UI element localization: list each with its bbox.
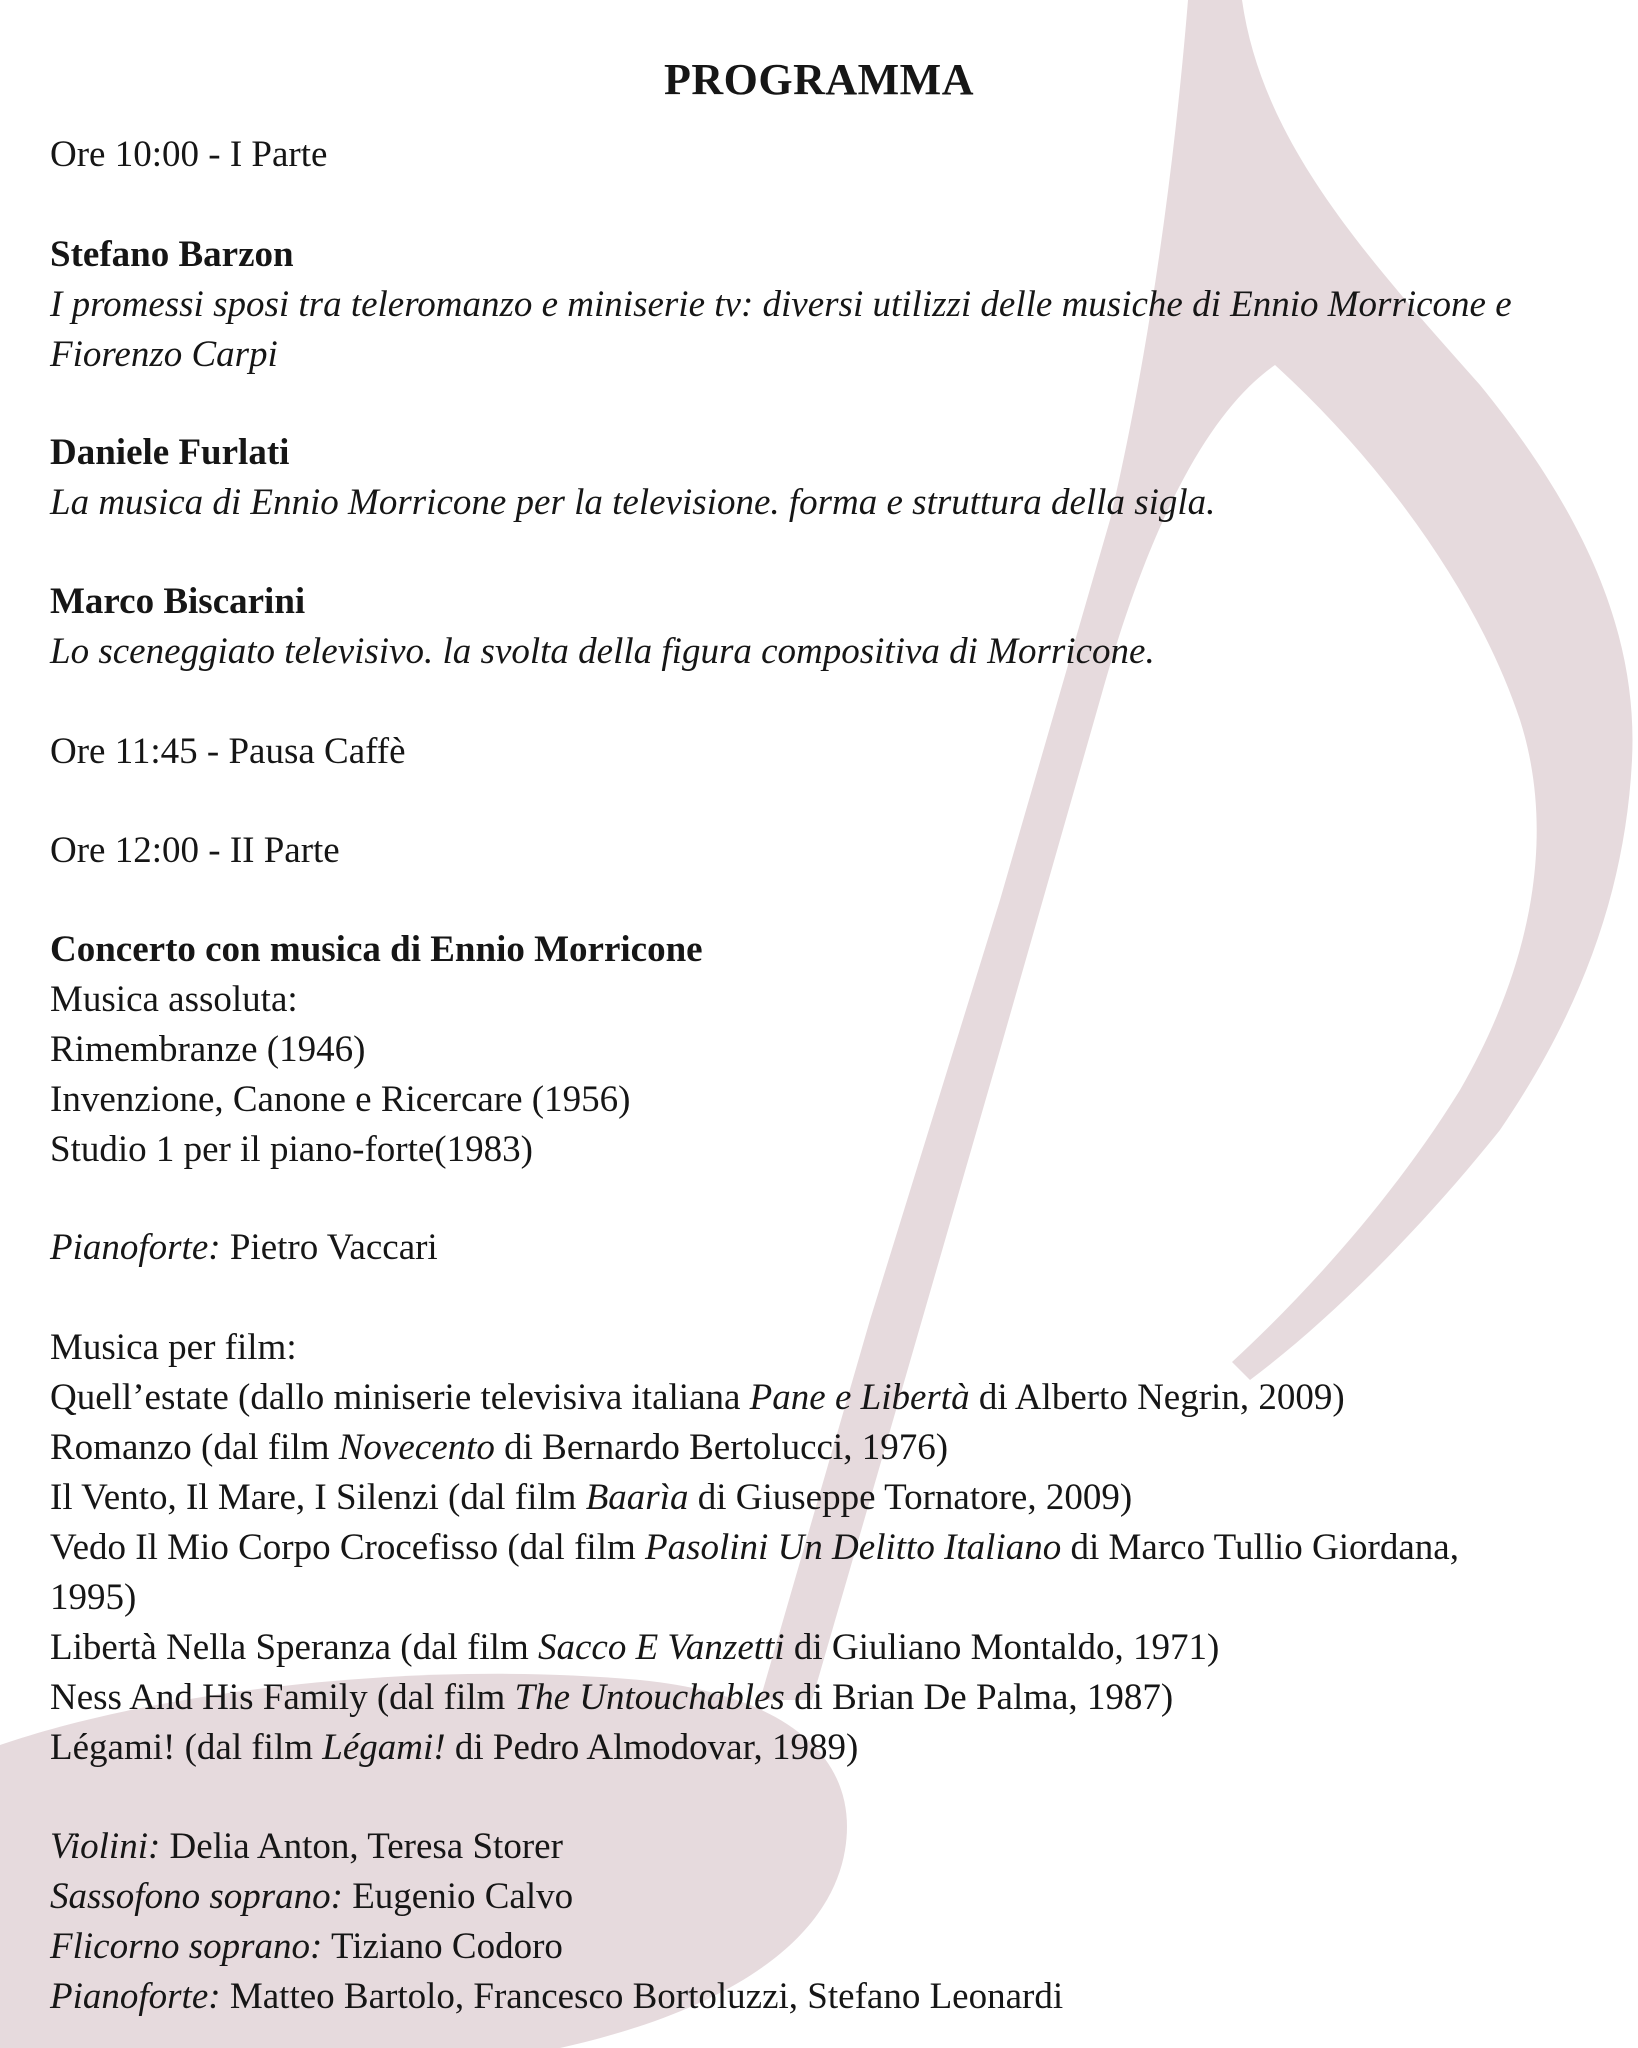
talk-1-speaker: Stefano Barzon — [50, 234, 294, 275]
performer-names: Matteo Bartolo, Francesco Bortoluzzi, Stefano Leonardi — [220, 1976, 1064, 2017]
performer-soprano-flugelhorn — [50, 1922, 563, 1972]
performer-role: Sassofono soprano: — [50, 1876, 343, 1917]
film-title: The Untouchables — [514, 1677, 785, 1718]
performer-role: Pianoforte: — [50, 1976, 221, 2017]
absolute-performer — [50, 1223, 438, 1273]
talk-1-title-line-1: I promessi sposi tra teleromanzo e miniserie tv: diversi utilizzi delle musiche di Ennio Morricone e — [50, 284, 1512, 325]
performer-role: Flicorno soprano: — [50, 1926, 323, 1967]
film-title: Pasolini Un Delitto Italiano — [645, 1527, 1062, 1568]
film-work-4-continued: 1995) — [50, 1577, 137, 1618]
film-title: Novecento — [338, 1427, 495, 1468]
film-title: Baarìa — [585, 1477, 689, 1518]
film-work-3: Il Vento, Il Mare, I Silenzi (dal film Baarìa di Giuseppe Tornatore, 2009) — [50, 1477, 1133, 1518]
talk-2-title-line-1: La musica di Ennio Morricone per la televisione. forma e struttura della sigla. — [50, 482, 1216, 523]
film-work-1: Quell’estate (dallo miniserie televisiva italiana Pane e Libertà di Alberto Negrin, 2009) — [50, 1377, 1345, 1418]
film-work-6: Ness And His Family (dal film The Untouchables di Brian De Palma, 1987) — [50, 1677, 1174, 1718]
film-work-4: Vedo Il Mio Corpo Crocefisso (dal film Pasolini Un Delitto Italiano di Marco Tullio Giordana, — [50, 1527, 1459, 1568]
break-time: Ore 11:45 - Pausa Caffè — [50, 731, 406, 772]
performer-violins — [50, 1822, 563, 1872]
film-music-heading: Musica per film: — [50, 1327, 297, 1368]
film-work-5: Libertà Nella Speranza (dal film Sacco E Vanzetti di Giuliano Montaldo, 1971) — [50, 1627, 1220, 1668]
part1-time: Ore 10:00 - I Parte — [50, 134, 328, 175]
film-title: Pane e Libertà — [749, 1377, 970, 1418]
performer-role: Pianoforte: — [50, 1227, 221, 1268]
absolute-work-2: Invenzione, Canone e Ricercare (1956) — [50, 1079, 631, 1120]
absolute-music-heading: Musica assoluta: — [50, 979, 298, 1020]
talk-2-speaker: Daniele Furlati — [50, 432, 290, 473]
performer-pianos — [50, 1972, 1063, 2022]
performer-names: Pietro Vaccari — [220, 1227, 438, 1268]
performer-names: Tiziano Codoro — [322, 1926, 563, 1967]
film-title: Sacco E Vanzetti — [537, 1627, 785, 1668]
performer-soprano-sax — [50, 1872, 573, 1922]
part2-time: Ore 12:00 - II Parte — [50, 830, 340, 871]
talk-3-speaker: Marco Biscarini — [50, 581, 306, 622]
film-work-2: Romanzo (dal film Novecento di Bernardo Bertolucci, 1976) — [50, 1427, 949, 1468]
talk-3-title-line-1: Lo sceneggiato televisivo. la svolta della figura compositiva di Morricone. — [50, 631, 1155, 672]
absolute-work-1: Rimembranze (1946) — [50, 1029, 366, 1070]
talk-1-title-line-2: Fiorenzo Carpi — [50, 334, 278, 375]
film-work-7: Légami! (dal film Légami! di Pedro Almodovar, 1989) — [50, 1727, 859, 1768]
performer-role: Violini: — [50, 1826, 161, 1867]
performer-names: Delia Anton, Teresa Storer — [160, 1826, 563, 1867]
page-title: PROGRAMMA — [664, 55, 974, 104]
absolute-work-3: Studio 1 per il piano-forte(1983) — [50, 1129, 533, 1170]
performer-names: Eugenio Calvo — [342, 1876, 574, 1917]
film-title: Légami! — [322, 1727, 446, 1768]
concert-heading: Concerto con musica di Ennio Morricone — [50, 929, 703, 970]
